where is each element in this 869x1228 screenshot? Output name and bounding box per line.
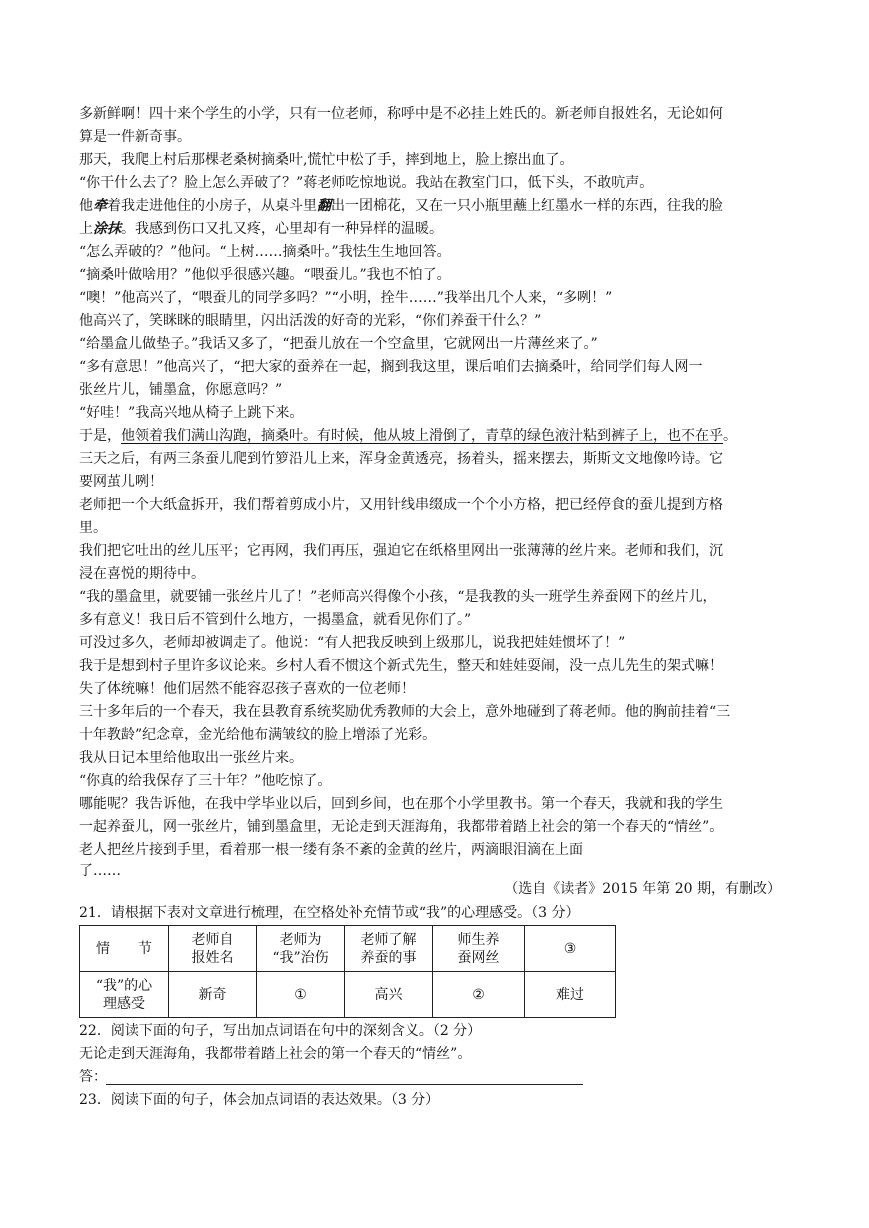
paragraph-line: “给墨盒儿做垫子。”我话又多了，“把蚕儿放在一个空盒里，它就网出一片薄丝来了。” [79, 336, 598, 352]
question-21: 21．请根据下表对文章进行梳理，在空格处补充情节或“我”的心理感受。（3 分） [79, 905, 580, 921]
emphasized-word: 涂抹 [93, 221, 121, 237]
paragraph-line: 算是一件新奇事。 [79, 129, 191, 145]
paragraph-line: 三天之后，有两三条蚕儿爬到竹箩沿儿上来，浑身金黄透亮，扬着头，摇来摆去，斯斯文文地像吟诗。它 [79, 451, 723, 467]
paragraph-line: 一起养蚕儿，网一张丝片，铺到墨盒里，无论走到天涯海角，我都带着踏上社会的第一个春天的“情丝”。 [79, 819, 724, 835]
paragraph-line: 里。 [79, 520, 107, 536]
cell-text: 难过 [556, 986, 584, 1003]
paragraph-line: “怎么弄破的？”他问。“上树……摘桑叶。”我怯生生地回答。 [79, 244, 451, 260]
cell-text: 情 节 [96, 940, 152, 957]
emphasized-word: 翻 [317, 198, 331, 214]
text-fragment: 。 [723, 428, 737, 444]
cell-text: 高兴 [374, 986, 403, 1003]
paragraph-line: “摘桑叶做啥用？”他似乎很感兴趣。“喂蚕儿。”我也不怕了。 [79, 267, 451, 283]
cell-text: 老师为 “我”治伤 [272, 931, 329, 966]
table-cell [525, 972, 616, 1018]
paragraph-line: 浸在喜悦的期待中。 [79, 566, 205, 582]
paragraph-line: 他高兴了，笑眯眯的眼睛里，闪出活泼的好奇的光彩，“你们养蚕干什么？” [79, 313, 542, 329]
question-21-table [79, 925, 616, 1018]
paragraph-line: 我于是想到村子里许多议论来。乡村人看不惯这个新式先生，整天和娃娃耍闹，没一点儿先生的架式嘛！ [79, 658, 723, 674]
table-row [80, 926, 616, 972]
paragraph-line [79, 427, 737, 445]
cell-text: 师生养 蚕网丝 [457, 931, 500, 966]
paragraph-line: 多新鲜啊！四十来个学生的小学，只有一位老师，称呼中是不必挂上姓氏的。新老师自报姓名，无论如何 [79, 106, 723, 122]
paragraph-line: “你干什么去了？脸上怎么弄破了？”蒋老师吃惊地说。我站在教室门口，低下头，不敢吭声。 [79, 175, 654, 191]
table-cell-blank [257, 972, 345, 1018]
text-fragment: 于是， [79, 428, 121, 444]
paragraph-line: 张丝片儿，铺墨盒，你愿意吗？” [79, 382, 283, 398]
paragraph-line: 哪能呢？我告诉他，在我中学毕业以后，回到乡间，也在那个小学里教书。第一个春天，我就和我的学生 [79, 796, 723, 812]
table-cell [433, 926, 525, 972]
paragraph-line: 三十多年后的一个春天，我在县教育系统奖励优秀教师的大会上，意外地碰到了蒋老师。他的胸前挂着“三 [79, 704, 731, 720]
emphasized-word: 牵 [93, 198, 107, 214]
answer-blank-line[interactable] [106, 1083, 583, 1085]
table-row [80, 972, 616, 1018]
paragraph-line: “好哇！”我高兴地从椅子上跳下来。 [79, 405, 304, 421]
cell-text: ③ [563, 940, 577, 957]
paragraph-line: “我的墨盒里，就要铺一张丝片儿了！”老师高兴得像个小孩，“是我教的头一班学生养蚕网下的丝片儿， [79, 589, 717, 605]
table-cell [345, 926, 433, 972]
paragraph-line: 多有意义！我日后不管到什么地方，一揭墨盒，就看见你们了。” [79, 612, 472, 628]
paragraph-line: 我们把它吐出的丝儿压平；它再网，我们再压，强迫它在纸格里网出一张薄薄的丝片来。老师和我们，沉 [79, 543, 723, 559]
question-22-sentence: 无论走到天涯海角，我都带着踏上社会的第一个春天的“情丝”。 [79, 1046, 472, 1062]
table-header-cell [80, 926, 169, 972]
paragraph-line: 我从日记本里给他取出一张丝片来。 [79, 750, 303, 766]
paragraph-line: 那天，我爬上村后那棵老桑树摘桑叶,慌忙中松了手，摔到地上，脸上擦出血了。 [79, 152, 574, 168]
text-fragment: 上 [79, 221, 93, 237]
cell-text: ② [472, 986, 485, 1003]
cell-text: 新奇 [198, 986, 227, 1003]
text-fragment: 出一团棉花，又在一只小瓶里蘸上红墨水一样的东西，往我的脸 [331, 198, 723, 214]
source-citation: （选自《读者》2015 年第 20 期，有删改） [504, 881, 781, 897]
paragraph-line: “多有意思！”他高兴了，“把大家的蚕养在一起，搁到我这里，课后咱们去摘桑叶，给同学们每人网一 [79, 359, 703, 375]
text-fragment: 他 [79, 198, 93, 214]
paragraph-line: 老师把一个大纸盒拆开，我们帮着剪成小片，又用针线串缀成一个个小方格，把已经停食的蚕儿提到方格 [79, 497, 723, 513]
question-22: 22．阅读下面的句子，写出加点词语在句中的深刻含义。（2 分） [79, 1023, 482, 1039]
table-cell [169, 972, 257, 1018]
paragraph-line: 十年教龄”纪念章，金光给他布满皱纹的脸上增添了光彩。 [79, 727, 437, 743]
table-cell [345, 972, 433, 1018]
paragraph-line: 了…… [79, 863, 121, 879]
paragraph-line: 要网茧儿咧！ [79, 474, 163, 490]
table-cell [169, 926, 257, 972]
cell-text: 老师了解 养蚕的事 [360, 931, 417, 966]
paragraph-line: 老人把丝片接到手里，看着那一根一缕有条不紊的金黄的丝片，两滴眼泪滴在上面 [79, 842, 583, 858]
paragraph-line: “你真的给我保存了三十年？”他吃惊了。 [79, 773, 332, 789]
text-fragment: 着我走进他住的小房子，从桌斗里 [107, 198, 317, 214]
paragraph-line: 可没过多久，老师却被调走了。他说：“有人把我反映到上级那儿，说我把娃娃惯坏了！” [79, 635, 626, 651]
table-cell-blank [433, 972, 525, 1018]
paragraph-line: “噢！”他高兴了，“喂蚕儿的同学多吗？”“小明，拴牛……”我举出几个人来，“多咧！” [79, 290, 613, 306]
underlined-sentence: 他领着我们满山沟跑，摘桑叶。有时候，他从坡上滑倒了，青草的绿色液汁粘到裤子上，也不在乎 [121, 428, 723, 444]
paragraph-line [79, 197, 723, 215]
cell-text: ① [294, 986, 307, 1003]
question-23: 23．阅读下面的句子，体会加点词语的表达效果。（3 分） [79, 1092, 440, 1108]
table-header-cell [80, 972, 169, 1018]
cell-text: 老师自 报姓名 [191, 931, 234, 966]
answer-label: 答： [79, 1069, 107, 1085]
table-cell-blank [525, 926, 616, 972]
text-fragment: 。我感到伤口又扎又疼，心里却有一种异样的温暖。 [121, 221, 443, 237]
paragraph-line: 失了体统嘛！他们居然不能容忍孩子喜欢的一位老师！ [79, 681, 415, 697]
table-cell [257, 926, 345, 972]
paragraph-line [79, 220, 443, 238]
cell-text: “我”的心 理感受 [95, 977, 153, 1012]
